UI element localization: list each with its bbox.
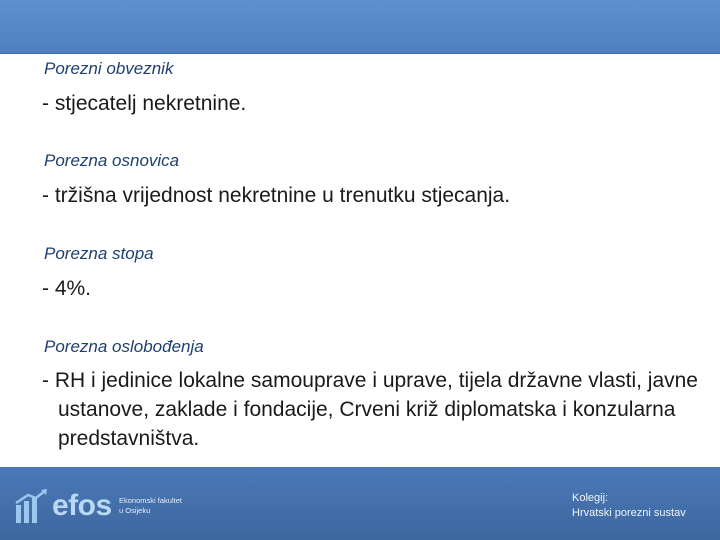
logo-subtitle-line2: u Osijeku	[119, 506, 151, 515]
section-label-exemptions: Porezna oslobođenja	[44, 337, 204, 356]
course-info	[572, 491, 686, 521]
efos-logo-icon	[14, 489, 48, 525]
top-header-bar	[0, 0, 720, 54]
course-name: Hrvatski porezni sustav	[572, 507, 686, 519]
section-value-tax-rate: - 4%.	[42, 277, 92, 300]
section-label-tax-rate: Porezna stopa	[44, 244, 154, 263]
section-label-taxpayer: Porezni obveznik	[44, 59, 174, 78]
footer-bar	[0, 467, 720, 540]
logo-subtitle	[119, 496, 189, 516]
slide-content	[0, 53, 720, 467]
section-value-exemptions: - RH i jedinice lokalne samouprave i uprave, tijela državne vlasti, javne ustanove, zaklade i fondacije, Crveni križ diplomatska i konzularna predstavništva.	[42, 369, 698, 450]
course-label: Kolegij:	[572, 492, 609, 504]
logo-wordmark: efos	[52, 489, 112, 522]
section-value-tax-base: - tržišna vrijednost nekretnine u trenutku stjecanja.	[42, 184, 511, 207]
logo-subtitle-line1: Ekonomski fakultet	[119, 496, 182, 505]
section-label-tax-base: Porezna osnovica	[44, 151, 180, 170]
efos-logo	[14, 489, 184, 529]
section-value-taxpayer: - stjecatelj nekretnine.	[42, 92, 247, 115]
